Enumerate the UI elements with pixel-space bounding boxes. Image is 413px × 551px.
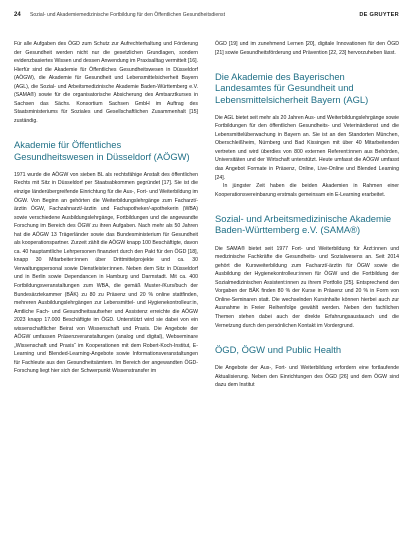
page-header [14, 9, 399, 21]
sama-paragraph: Die SAMA® bietet seit 1977 Fort- und Weiterbildung für Ärzt:innen und medizinische Fachkräfte die Gesundheits- und Sozialwesens an. Seit 2014 gehört die Kursweiterbildung zum Facharzt/-ärztin für ÖGW sowie die Ausbildung der Hygienekontrolleur:innen für ÖGW und die Fortbildung der Sozialmedizinischen Assistent:innen zu ihrem Portfolio [25]. Entsprechend den Vorgaben der BÄK finden 80 % der Kurse in Präsenz und 20 % in Form von Online-Seminaren statt. Die wechselnden Kursinhalte können hierbei auch zur Ausnahme in Freier Reihenfolge gewählt werden. Neben den fachlichen Themen stehen dabei auch der direkte Erfahrungsaustausch und die Vernetzung durch den persönlichen Kontakt im Vordergrund. [215, 245, 399, 329]
intro-paragraph: Für alle Aufgaben des ÖGD zum Schutz zur Aufrechterhaltung und Förderung der Gesundheit werden nicht nur die gesetzlichen Grundlagen, sondern evidenzbasiertes Wissen und dessen Anwendung im Praxisalltag vermittelt [16]. Hierfür sind die Akademie für Öffentliches Gesundheitswesen in Düsseldorf (AÖGW), die Akademie für Gesundheit und Lebensmittelsicherheit Bayern (AGL), die Sozial- und Arbeitsmedizinische Akademie Baden-Württemberg e.V. (SAMA®) sowie für die organisatorische Absicherung des Amtsarztkurses in Sachsen das Sächs. Konsortium Sachsen GmbH im Auftrag des Staatsministeriums für Soziales und Gesellschaftlichen Zusammenhalt [15] zuständig. [14, 41, 198, 124]
section-heading-aoegw: Akademie für Öffentliches Gesundheitswesen in Düsseldorf (AÖGW) [14, 139, 190, 162]
right-column [215, 40, 399, 390]
agl-paragraph: Die AGL bietet seit mehr als 20 Jahren Aus- und Weiterbildungslehrgänge sowie Fortbildungen für den öffentlichen Gesundheits- und Veterinärdienst und die Lebensmittelüberwachung in Bayern an. Sie ist an den Standorten München, Oberschleißheim, Nürnberg und Bad Kissingen mit über 40 Mitarbeitenden vertreten und wird überdies von 800 externen Referent:innen aus Behörden, Universitäten und der Wirtschaft unterstützt. Heute umfasst die AÖGW umfasst das Angebot Formate in Präsenz, Online, Live-Online und Blended Learning [24]. [215, 114, 399, 181]
agl-paragraph-2: In jüngster Zeit haben die beiden Akademien in Rahmen einer Kooperationsvereinbarung erstmals gemeinsam ein E-Learning erarbeitet. [215, 183, 399, 198]
section-heading-sama: Sozial- und Arbeitsmedizinische Akademie Baden-Württemberg e.V. (SAMA®) [215, 213, 392, 236]
aoegw-paragraph: 1971 wurde die AÖGW von sieben BL als rechtsfähige Anstalt des öffentlichen Rechts mit Sitz in Düsseldorf per Staatsabkommen gegründet [17]. Sie ist die einzige länderübergreifende Einrichtung für die Aus-, Fort- und Weiterbildung im ÖGW. Von Beginn an gehörten die Weiterbildungslehrgänge zum Facharzt/-ärztin ÖGW, Fachzahnarzt/-ärztin und Fachapotheker/-apothekerin (WBA) sowie verschiedene Ausbildungslehrgänge, Fortbildungen und die angewandte Forschung im Bereich des ÖGW zu ihren Aufgaben. Nach mehr als 50 Jahren hat die AÖGW 13 Trägerländer sowie das Bundesministerium für Gesundheit als kooperationspartner. Zurzeit zählt die AÖGW knapp 100 Beschäftigte, davon ca. 40 hauptamtliche Lehrpersonen finanziert durch den Pakt für den ÖGD [18], knapp 30 Mitarbeiter:innen über Drittmittelprojekte und ca. 30 Verwaltungspersonal sowie Dienstleister:innen. Neben dem Sitz in Düsseldorf und in Berlin sowie Dependancen in Hamburg und Darmstadt. Mit ca. 400 Fortbildungsveranstaltungen zum WBA, die gemäß Muster-/Kurs/buch der Bundesärztekammer (BÄK) zu 80 zu Präsenz und 20 % online stattfinden, mehreren Ausbildungslehrgängen zur Lebensmittel- und Hygienekontrolleur:in, Amtliche Fach- und Gesundheitsaufseher und Assistenz erreichte die AÖGW 2023 knapp 17.000 Beschäftigte im ÖGD. Unterstützt wird sie dabei von ein wissenschaftlicher Beirat von Wissenschaft und Praxis. Die Angebote der AÖGW umfassen Präsenzveranstaltungen (analog und digital), Webseminare „Wissenschaft und Praxis“ im Kooperationen mit dem Robert-Koch-Institut, E-Learning und Blended-Learning-Angebote sowie Informationsveranstaltungen für Fachleute aus den Gesundheitsämtern. Im Bereich der angewandten ÖGD-Forschung liegt hier sich der Schwerpunkt Wissenstransfer im [14, 171, 198, 375]
running-head: Sozial- und Akademiemedizinische Fortbildung für den Öffentlichen Gesundheitsdienst [30, 12, 225, 18]
page-number: 24 [14, 12, 21, 18]
left-column [14, 40, 198, 376]
section-heading-agl: Die Akademie des Bayerischen Landesamtes für Gesundheit und Lebensmittelsicherheit Bayern (AGL) [215, 71, 369, 105]
continuation-paragraph: ÖGD [19] und im zunehmend Lernen [20], digitale Innovationen für den ÖGD [21] sowie Gesundheitsförderung und Prävention [22, 23] hervorzuheben lässt. [215, 41, 399, 56]
oegd-paragraph: Die Angebote der Aus-, Fort- und Weiterbildung erfordern eine fortlaufende Aktualisierung. Neben den Einrichtungen des ÖGD [26] und dem ÖGW sind dazu dem Institut [215, 365, 399, 389]
publisher-logo: DE GRUYTER [359, 12, 399, 18]
section-heading-oegd: ÖGD, ÖGW und Public Health [215, 344, 342, 356]
